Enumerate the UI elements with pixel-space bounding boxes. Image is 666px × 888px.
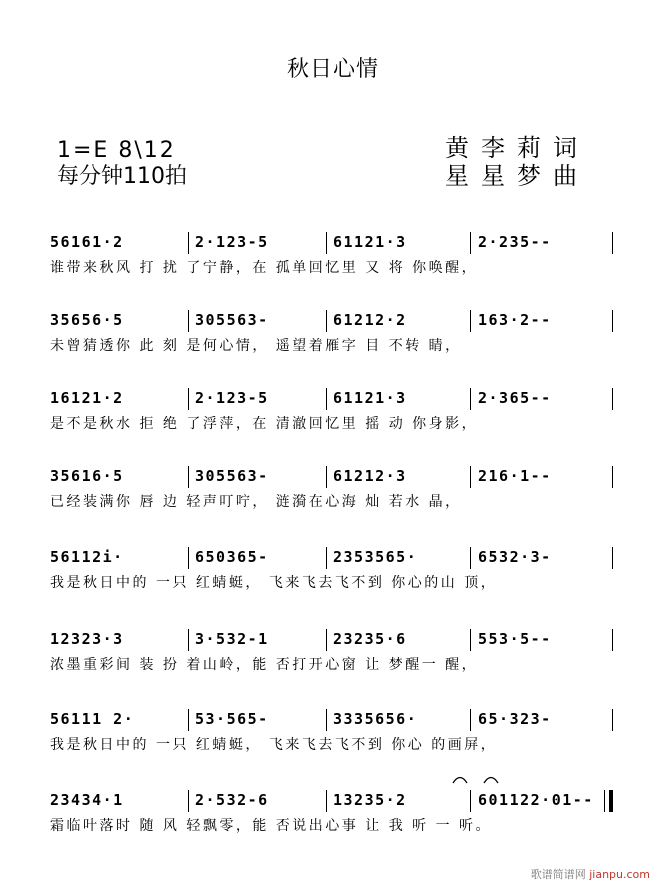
measure: 16121·2 [50,389,124,407]
notation [50,625,616,653]
measure: 650365- [195,548,269,566]
barline [612,709,613,731]
score-line-3 [50,384,616,444]
lyric-line: 霜临叶落时 随 风 轻飘零，能 否说出心事 让 我 听 一 听。 [50,818,493,834]
measure: 61212·3 [333,467,407,485]
barline [470,629,471,651]
measure: 2·123-5 [195,389,269,407]
measure: 305563- [195,467,269,485]
measure: 601122·01-- [478,791,594,809]
tempo-marking: 每分钟110拍 [57,164,187,189]
measure: 23235·6 [333,630,407,648]
tie-slur [483,774,499,784]
watermark-text: 歌谱简谱网 [530,868,586,881]
notation [50,306,616,334]
score-line-5 [50,543,616,603]
measure: 2·532-6 [195,791,269,809]
final-barline [604,790,616,812]
barline [612,547,613,569]
barline [612,232,613,254]
barline [470,310,471,332]
score-line-6 [50,625,616,685]
measure: 56161·2 [50,233,124,251]
barline [470,547,471,569]
lyric-line: 已经装满你 唇 边 轻声叮咛， 涟漪在心海 灿 若水 晶， [50,494,462,510]
lyric-line: 谁带来秋风 打 扰 了宁静，在 孤单回忆里 又 将 你唤醒， [50,260,479,276]
measure: 553·5-- [478,630,552,648]
lyricist-credit: 黄李莉词 [445,134,589,162]
watermark-site: jianpu.com [589,868,650,881]
barline [612,629,613,651]
measure: 35656·5 [50,311,124,329]
measure: 61121·3 [333,389,407,407]
score-line-4 [50,462,616,522]
score-line-2 [50,306,616,366]
measure: 65·323- [478,710,552,728]
barline [470,709,471,731]
notation [50,786,616,814]
score-line-1 [50,228,616,288]
score-line-8 [50,786,616,846]
barline [612,388,613,410]
barline [188,629,189,651]
notation [50,705,616,733]
measure: 2353565· [333,548,418,566]
barline [326,310,327,332]
barline [470,232,471,254]
barline [326,629,327,651]
barline [326,388,327,410]
barline [612,310,613,332]
barline [188,388,189,410]
measure: 13235·2 [333,791,407,809]
measure: 61212·2 [333,311,407,329]
measure: 61121·3 [333,233,407,251]
notation [50,228,616,256]
measure: 35616·5 [50,467,124,485]
barline [188,466,189,488]
barline [188,232,189,254]
lyric-line: 我是秋日中的 一只 红蜻蜓， 飞来飞去飞不到 你心 的画屏， [50,737,498,753]
barline [326,547,327,569]
measure: 56111 2· [50,710,135,728]
measure: 23434·1 [50,791,124,809]
lyric-line: 未曾猜透你 此 刻 是何心情， 遥望着雁字 目 不转 睛， [50,338,462,354]
notation [50,462,616,490]
barline [326,466,327,488]
measure: 12323·3 [50,630,124,648]
measure: 163·2-- [478,311,552,329]
composer-credit: 星星梦曲 [445,162,589,190]
measure: 2·365-- [478,389,552,407]
notation [50,384,616,412]
lyric-line: 是不是秋水 拒 绝 了浮萍，在 清澈回忆里 摇 动 你身影， [50,416,479,432]
key-signature: 1=E 8\12 [57,138,176,163]
song-title: 秋日心情 [286,57,379,82]
barline [326,232,327,254]
barline [612,466,613,488]
barline [188,310,189,332]
notation [50,543,616,571]
measure: 216·1-- [478,467,552,485]
barline [188,790,189,812]
lyric-line: 我是秋日中的 一只 红蜻蜓， 飞来飞去飞不到 你心的山 顶， [50,575,498,591]
barline [470,790,471,812]
measure: 3335656· [333,710,418,728]
measure: 56112i· [50,548,124,566]
barline [470,466,471,488]
barline [188,709,189,731]
barline [326,709,327,731]
measure: 2·235-- [478,233,552,251]
measure: 305563- [195,311,269,329]
tie-slur [452,774,468,784]
measure: 6532·3- [478,548,552,566]
measure: 3·532-1 [195,630,269,648]
measure: 2·123-5 [195,233,269,251]
watermark [531,866,650,882]
barline [470,388,471,410]
barline [326,790,327,812]
lyric-line: 浓墨重彩间 装 扮 着山岭，能 否打开心窗 让 梦醒一 醒， [50,657,479,673]
barline [188,547,189,569]
score-line-7 [50,705,616,765]
measure: 53·565- [195,710,269,728]
